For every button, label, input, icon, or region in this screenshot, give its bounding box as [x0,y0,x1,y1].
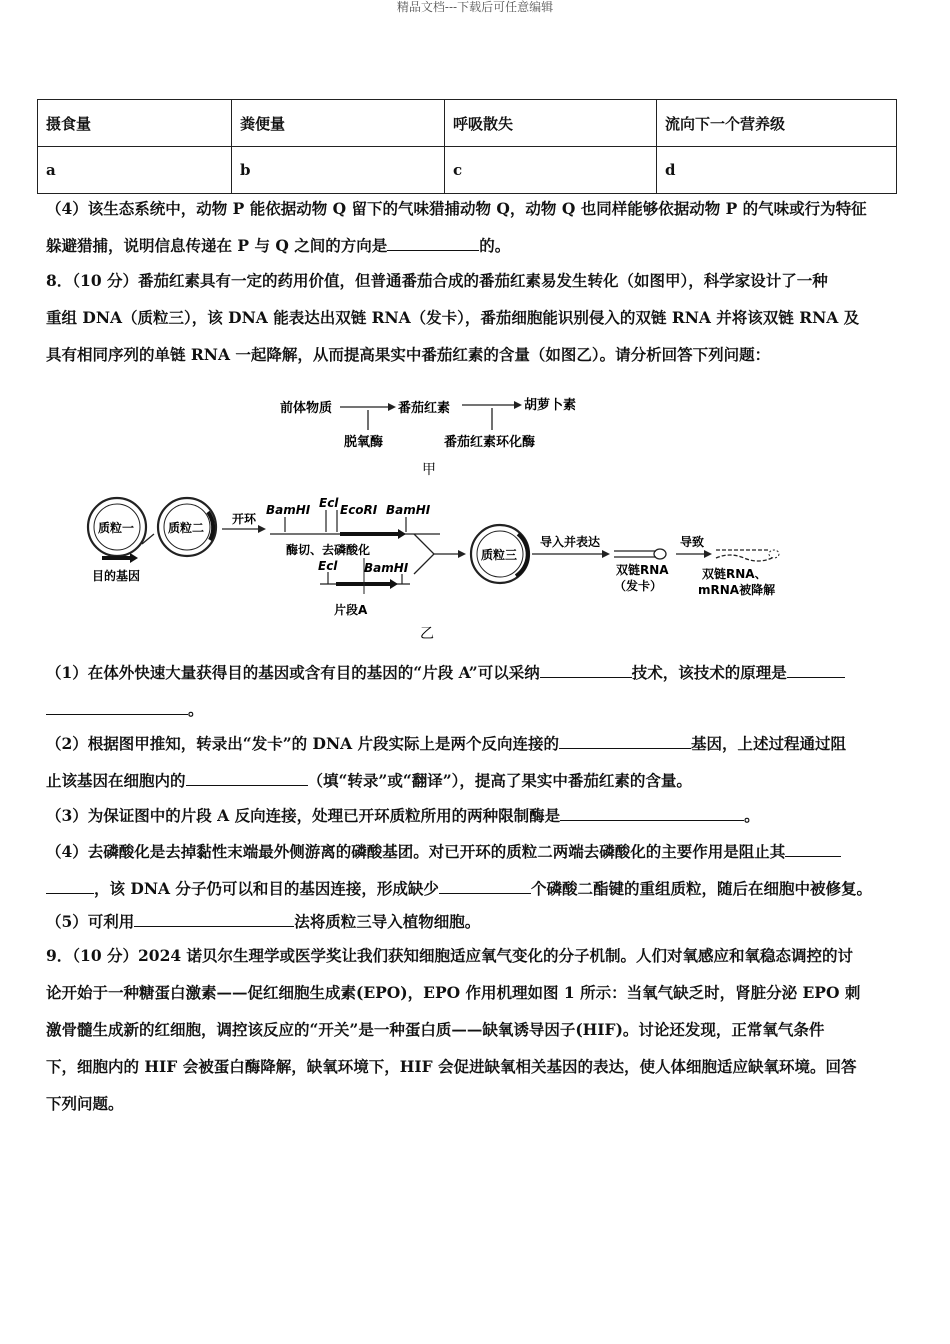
figure-jia [270,390,600,480]
deoxy-enzyme-label: 脱氧酶 [344,435,384,450]
lycopene-label: 番茄红素 [398,401,451,416]
q8-sub3 [46,797,906,834]
ecl-label-2: Ecl [318,559,338,573]
q8-text: 法将质粒三导入植物细胞。 [294,912,481,931]
q7-text: 躲避猎捕，说明信息传递在 P 与 Q 之间的方向是 [46,236,388,255]
q7-part4-line1: （4）该生态系统中，动物 P 能依据动物 Q 留下的气味猎捕动物 Q，动物 Q 也同样能够依据动物 P 的气味或行为特征 [46,199,867,218]
q8-sub1-line2 [46,691,906,728]
lead-to-label: 导致 [680,535,705,549]
page-header: 精品文档---下载后可任意编辑 [396,0,554,14]
table-header-cell: 流向下一个营养级 [657,100,897,147]
q8-text: （3）为保证图中的片段 A 反向连接，处理已开环质粒所用的两种限制酶是 [46,806,561,825]
table-cell: c [445,147,657,194]
q8-text: 。 [188,700,204,719]
arrowhead [458,550,466,558]
q8-text: 止该基因在细胞内的 [46,771,186,790]
q8-text: 基因，上述过程通过阻 [691,734,847,753]
q7-part4 [46,190,906,264]
arrowhead [602,550,610,558]
q8-sub2 [46,725,906,799]
degraded-loop [769,550,779,558]
import-express-label: 导入并表达 [540,535,601,549]
bamhi-label-2: BamHI [386,503,431,517]
q8-text: 个磷酸二酯键的重组质粒，随后在细胞中被修复。 [530,879,872,898]
q8-sub4 [46,833,906,907]
arrowhead [390,579,398,589]
carotene-label: 胡萝卜素 [524,398,577,413]
q7-text: 的。 [479,236,511,255]
figure-yi-caption: 乙 [420,626,434,642]
answer-blank[interactable] [540,659,632,678]
answer-blank[interactable] [134,908,294,927]
q8-text: 。 [744,806,760,825]
q9-line1: 9．（10 分）2024 诺贝尔生理学或医学奖让我们获知细胞适应氧气变化的分子机制。人们对氧感应和氧稳态调控的讨 [46,946,854,965]
table-row [38,100,897,147]
degraded-strand [716,555,772,561]
answer-blank[interactable] [186,767,308,786]
q8-sub3-line1 [46,797,906,834]
answer-blank[interactable] [785,838,841,857]
plasmid-three-label: 质粒三 [481,548,518,562]
q9-line4: 下，细胞内的 HIF 会被蛋白酶降解，缺氧环境下，HIF 会促进缺氧相关基因的表达，使人体细胞适应缺氧环境。回答 [46,1057,857,1076]
hairpin-loop [654,549,666,559]
plasmid-three-gene-arc [516,534,528,576]
plasmid-two-label: 质粒二 [168,521,205,535]
q9-line5: 下列问题。 [46,1094,124,1113]
q9-line2: 论开始于一种糖蛋白激素——促红细胞生成素(EPO)，EPO 作用机理如图 1 所示：当氧气缺乏时，肾脏分泌 EPO 刺 [46,983,861,1002]
table-header-cell: 摄食量 [38,100,232,147]
energy-flow-table [37,99,897,194]
dsrna-label: 双链RNA [616,563,669,577]
arrowhead [704,550,712,558]
q8-text: （4）去磷酸化是去掉黏性末端最外侧游离的磷酸基团。对已开环的质粒二两端去磷酸化的主要作用是阻止其 [46,842,786,861]
q8-text: ，该 DNA 分子仍可以和目的基因连接，形成缺少 [94,879,439,898]
q8-intro-line1: 8．（10 分）番茄红素具有一定的药用价值，但普通番茄合成的番茄红素易发生转化（如图甲），科学家设计了一种 [46,271,828,290]
hairpin-label: （发卡） [614,579,663,593]
q8-sub2-line1 [46,725,906,762]
target-gene-label: 目的基因 [92,569,141,583]
arrowhead [258,525,266,533]
answer-blank[interactable] [46,875,94,894]
merge-bracket [414,534,434,574]
degraded-label-2: mRNA被降解 [698,583,776,597]
q7-part4-line2 [46,227,906,264]
bamhi-label-1: BamHI [266,503,311,517]
ecori-label: EcoRI [340,503,378,517]
table-cell: b [232,147,445,194]
q8-text: （2）根据图甲推知，转录出“发卡”的 DNA 片段实际上是两个反向连接的 [46,734,560,753]
q8-sub2-line2 [46,762,906,799]
answer-blank[interactable] [559,730,691,749]
table-row [38,147,897,194]
precursor-label: 前体物质 [280,401,333,416]
plasmid-one-label: 质粒一 [98,521,135,535]
answer-blank[interactable] [46,696,188,715]
q9-line3: 激骨髓生成新的红细胞，调控该反应的“开关”是一种蛋白质——缺氧诱导因子(HIF)。讨论还发现，正常氧气条件 [46,1020,825,1039]
q8-text: （填“转录”或“翻译”），提高了果实中番茄红素的含量。 [307,771,692,790]
degraded-label-1: 双链RNA、 [702,567,767,581]
ecl-label-1: Ecl [319,496,339,510]
cyclase-label: 番茄红素环化酶 [444,435,536,450]
q8-text: （5）可利用 [46,912,135,931]
q9 [46,937,906,1122]
q8-sub4-line2 [46,870,906,907]
q8-intro-line2: 重组 DNA（质粒三），该 DNA 能表达出双链 RNA（发卡），番茄细胞能识别侵入的双链 RNA 并将该双链 RNA 及 [46,308,860,327]
q8-sub4-line1 [46,833,906,870]
q8-intro-line3: 具有相同序列的单链 RNA 一起降解，从而提高果实中番茄红素的含量（如图乙）。请分析回答下列问题： [46,345,771,364]
arrowhead [514,401,522,409]
figure-yi [80,492,810,644]
table-header-cell: 粪便量 [232,100,445,147]
open-ring-label: 开环 [232,512,257,526]
answer-blank[interactable] [560,802,744,821]
q8-text: 技术，该技术的原理是 [631,663,787,682]
answer-blank[interactable] [439,875,531,894]
answer-blank[interactable] [787,659,845,678]
q8-sub1 [46,654,906,728]
q8-sub5-line1 [46,903,906,940]
table-cell: d [657,147,897,194]
arrowhead [388,403,396,411]
arrowhead [398,529,406,539]
table-header-cell: 呼吸散失 [445,100,657,147]
q8-sub1-line1 [46,654,906,691]
figure-jia-caption: 甲 [422,462,436,478]
answer-blank[interactable] [387,232,479,251]
fragment-a-label: 片段A [334,603,368,617]
digest-label: 酶切、去磷酸化 [286,543,371,557]
q8-text: （1）在体外快速大量获得目的基因或含有目的基因的“片段 A”可以采纳 [46,663,540,682]
q8-sub5 [46,903,906,940]
bamhi-label-3: BamHI [364,561,409,575]
q8-intro [46,262,906,373]
arrowhead [130,553,138,563]
table-cell: a [38,147,232,194]
